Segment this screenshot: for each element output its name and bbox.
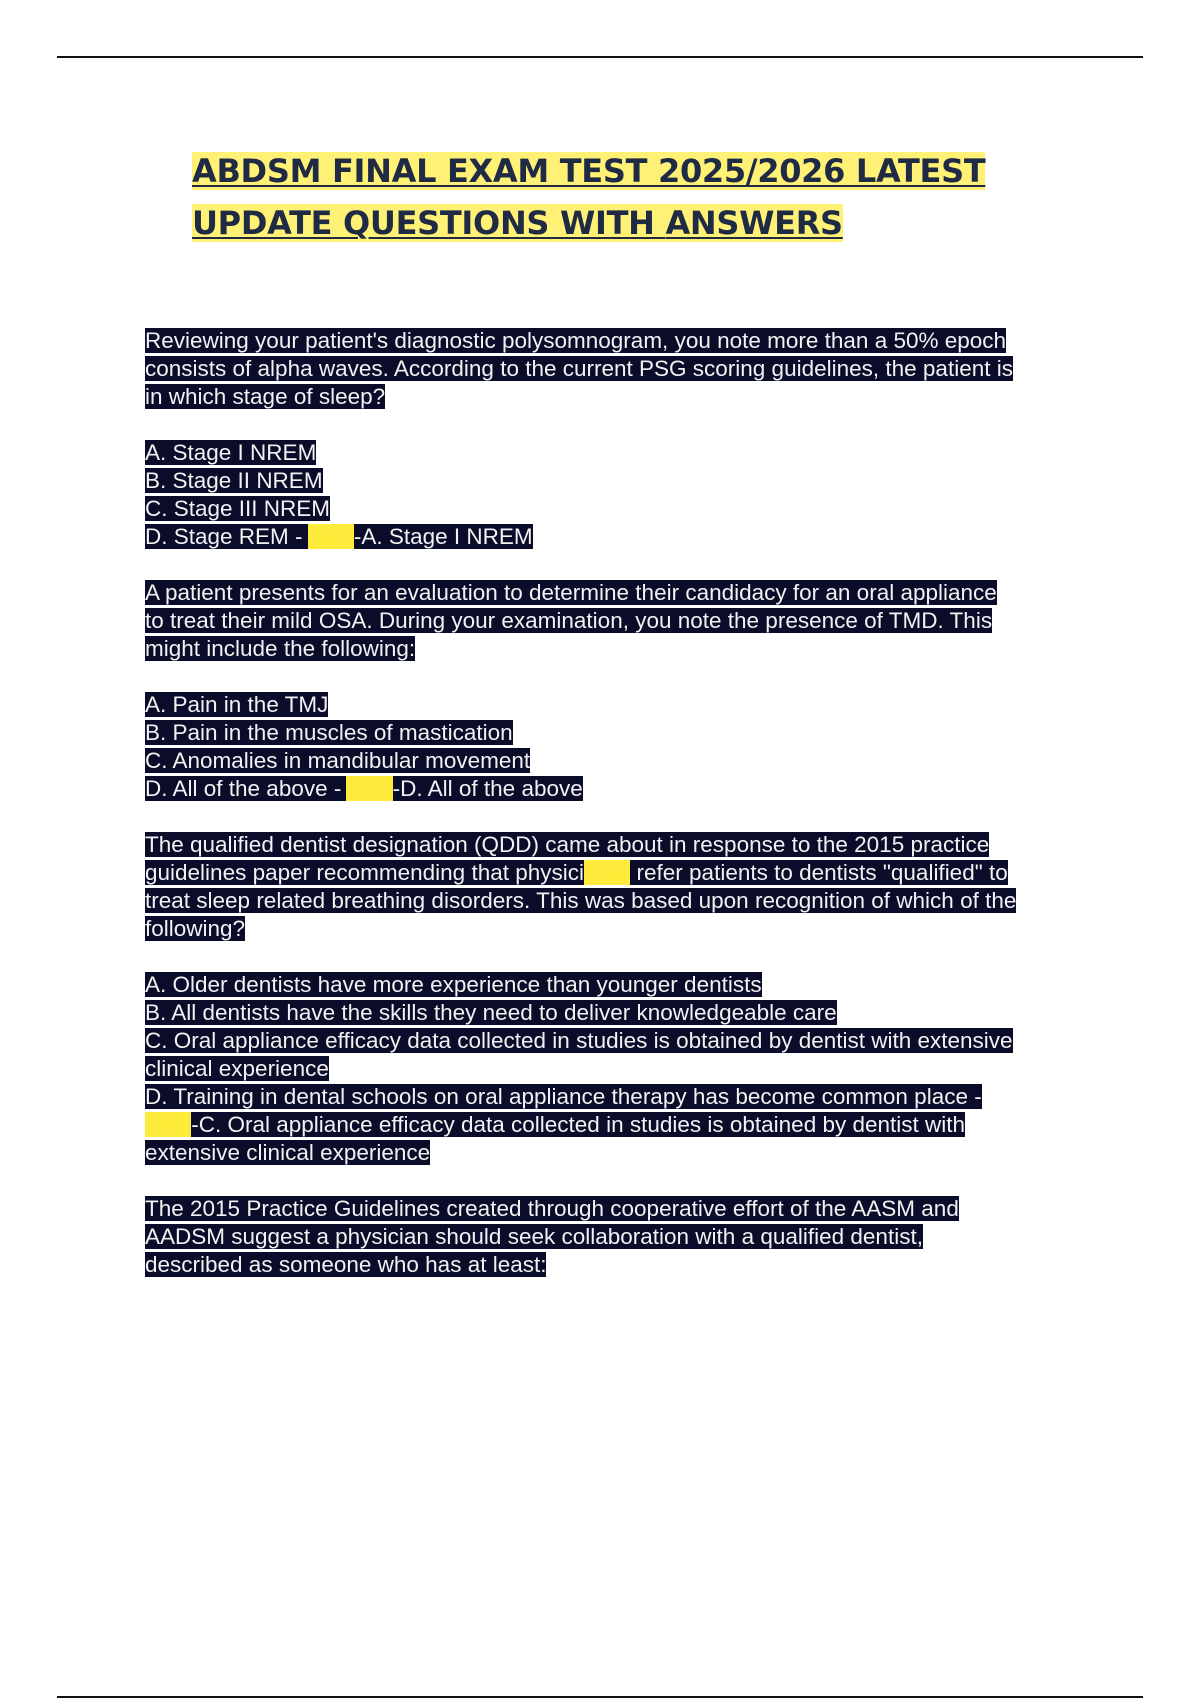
question-4-stem <box>145 1195 1085 1279</box>
q3-answer-cont: extensive clinical experience <box>145 1140 431 1165</box>
q1-stem-line: consists of alpha waves. According to the current PSG scoring guidelines, the patient is <box>145 356 1013 381</box>
q3-stem-line: following? <box>145 916 246 941</box>
question-2-stem <box>145 579 1085 663</box>
q1-stem-line: Reviewing your patient's diagnostic polysomnogram, you note more than a 50% epoch <box>145 328 1007 353</box>
q3-stem-line: treat sleep related breathing disorders. This was based upon recognition of which of the <box>145 888 1017 913</box>
q2-stem-line: A patient presents for an evaluation to determine their candidacy for an oral appliance <box>145 580 997 605</box>
ans-highlight: ANS <box>145 1112 192 1137</box>
q2-option-d: D. All of the above - <box>145 776 347 801</box>
title-line-2a: UPDATE QUESTIONS WITH <box>192 204 666 242</box>
q1-option-b: B. Stage II NREM <box>145 468 323 493</box>
question-3-options <box>145 971 1085 1167</box>
q1-option-a: A. Stage I NREM <box>145 440 317 465</box>
q1-answer: -A. Stage I NREM <box>353 524 533 549</box>
q3-option-a: A. Older dentists have more experience than younger dentists <box>145 972 762 997</box>
q2-option-c: C. Anomalies in mandibular movement <box>145 748 531 773</box>
q2-stem-line: to treat their mild OSA. During your examination, you note the presence of TMD. This <box>145 608 993 633</box>
q1-option-d: D. Stage REM - <box>145 524 308 549</box>
q2-answer: -D. All of the above <box>392 776 583 801</box>
question-1-options <box>145 439 1085 551</box>
ans-highlight: ANS <box>584 860 631 885</box>
q1-stem-line: in which stage of sleep? <box>145 384 386 409</box>
q4-stem-line: AADSM suggest a physician should seek collaboration with a qualified dentist, <box>145 1224 923 1249</box>
q3-option-b: B. All dentists have the skills they need to deliver knowledgeable care <box>145 1000 837 1025</box>
question-3-stem <box>145 831 1085 943</box>
question-2-options <box>145 691 1085 803</box>
q2-option-a: A. Pain in the TMJ <box>145 692 329 717</box>
title-line-2b: ANSWERS <box>665 204 843 242</box>
q2-stem-line: might include the following: <box>145 636 416 661</box>
top-rule <box>57 56 1143 58</box>
q3-stem-line: refer patients to dentists "qualified" to <box>630 860 1008 885</box>
q3-answer: -C. Oral appliance efficacy data collected in studies is obtained by dentist with <box>191 1112 966 1137</box>
q3-option-c: C. Oral appliance efficacy data collected in studies is obtained by dentist with extensive <box>145 1028 1013 1053</box>
bottom-rule <box>57 1696 1143 1698</box>
document-title <box>192 145 1022 249</box>
q1-option-c: C. Stage III NREM <box>145 496 331 521</box>
q3-stem-line: The qualified dentist designation (QDD) came about in response to the 2015 practice <box>145 832 990 857</box>
q2-option-b: B. Pain in the muscles of mastication <box>145 720 513 745</box>
ans-highlight: ANS <box>307 524 354 549</box>
ans-highlight: ANS <box>346 776 393 801</box>
question-1-stem <box>145 327 1085 411</box>
q3-option-c-cont: clinical experience <box>145 1056 329 1081</box>
q4-stem-line: The 2015 Practice Guidelines created through cooperative effort of the AASM and <box>145 1196 959 1221</box>
q4-stem-line: described as someone who has at least: <box>145 1252 547 1277</box>
q3-stem-line: guidelines paper recommending that physici <box>145 860 585 885</box>
title-line-1: ABDSM FINAL EXAM TEST 2025/2026 LATEST <box>192 152 986 190</box>
q3-option-d: D. Training in dental schools on oral appliance therapy has become common place - <box>145 1084 982 1109</box>
document-body <box>145 327 1085 1307</box>
